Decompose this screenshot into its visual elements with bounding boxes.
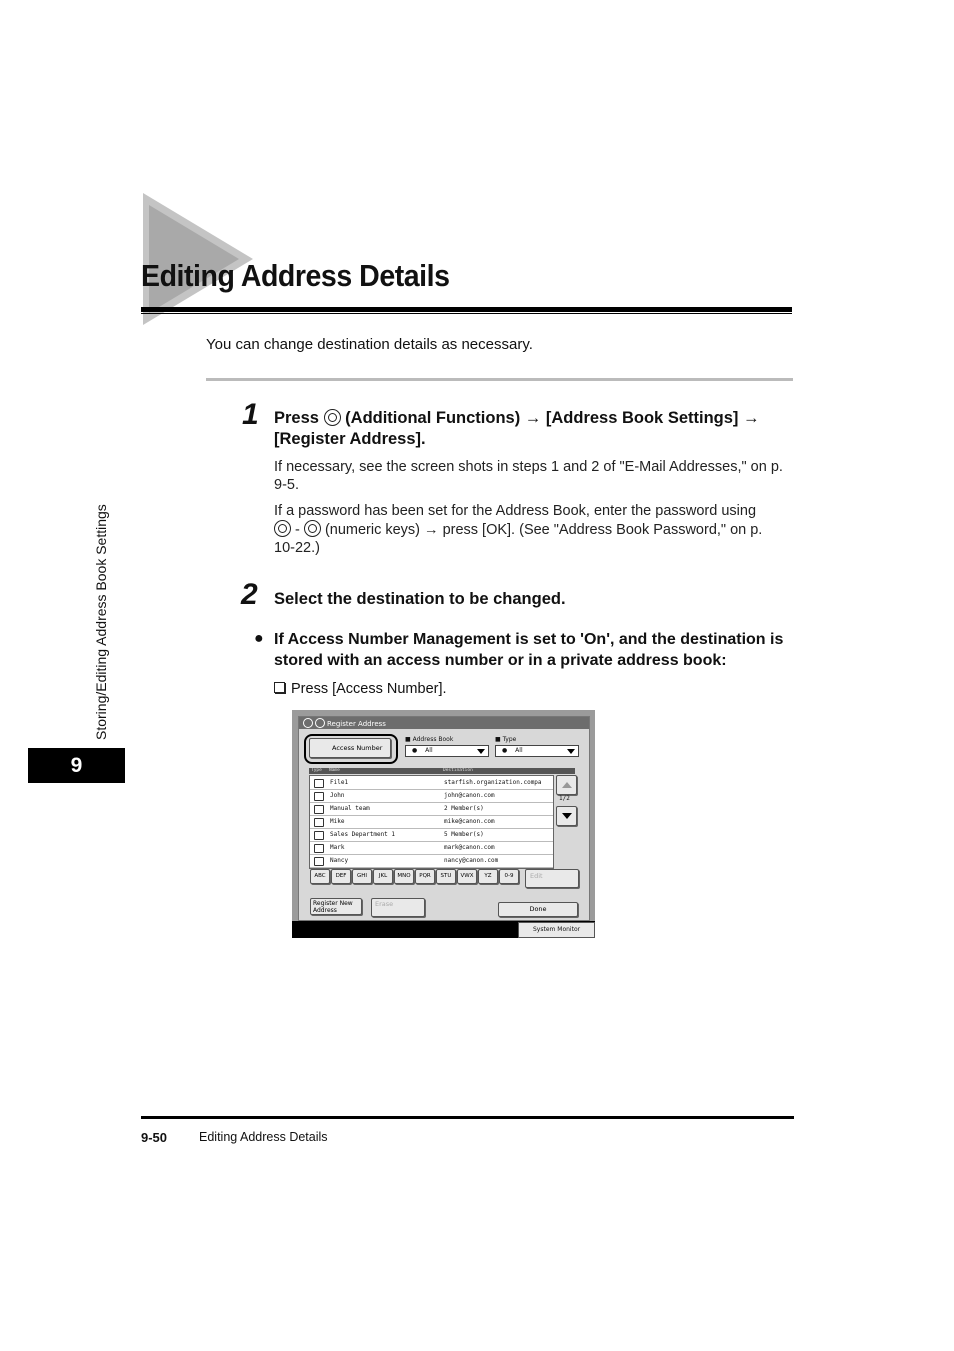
address-book-dropdown[interactable] (405, 745, 489, 757)
index-key[interactable]: GHI (352, 869, 372, 884)
index-key[interactable]: ABC (310, 869, 330, 884)
index-key[interactable]: JKL (373, 869, 393, 884)
bullet-text: If Access Number Management is set to 'On', and the destination is stored with an access number or in a private address book: (274, 631, 784, 669)
index-key[interactable]: VWX (457, 869, 477, 884)
footer-rule (141, 1116, 794, 1119)
destination-address: john@canon.com (444, 792, 495, 799)
index-key[interactable]: YZ (478, 869, 498, 884)
numeric-key-0-icon (274, 520, 291, 537)
destination-name: Nancy (330, 857, 349, 864)
destination-type-icon (314, 818, 324, 827)
step-1-text (274, 408, 804, 450)
col-type: Type (311, 768, 322, 773)
register-new-line1: Register New (313, 900, 353, 907)
done-button[interactable]: Done (498, 902, 578, 917)
checkbox-icon (274, 682, 285, 693)
destination-address: mike@canon.com (444, 818, 495, 825)
index-key[interactable]: STU (436, 869, 456, 884)
destination-type-icon (314, 805, 324, 814)
screen-title-bar (299, 717, 589, 729)
destination-name: Mark (330, 844, 345, 851)
register-new-line2: Address (313, 907, 337, 914)
type-dropdown[interactable] (495, 745, 579, 757)
destination-address: nancy@canon.com (444, 857, 499, 864)
type-value: All (515, 747, 523, 754)
list-item[interactable] (310, 802, 553, 816)
destination-name: Sales Department 1 (330, 831, 396, 838)
destination-address: starfish.organization.compa (444, 779, 542, 786)
destination-name: Manual team (330, 805, 370, 812)
page-indicator: 1/2 (559, 795, 570, 802)
page-title: Editing Address Details (141, 258, 450, 293)
address-book-label-text: Address Book (412, 736, 454, 743)
destination-name: File1 (330, 779, 349, 786)
erase-button[interactable]: Erase (371, 898, 425, 917)
destination-name: John (330, 792, 345, 799)
additional-functions-icon (303, 718, 313, 728)
destination-address: 5 Member(s) (444, 831, 484, 838)
chevron-down-icon (567, 749, 575, 754)
screen-footer (292, 921, 595, 938)
step-1-line2: [Register Address]. (274, 430, 426, 448)
step-1-note-1: If necessary, see the screen shots in steps 1 and 2 of "E-Mail Addresses," on p. 9-5. (274, 459, 783, 493)
screen-title: Register Address (327, 720, 386, 728)
col-destination: Destination (443, 768, 473, 773)
scroll-down-button[interactable] (556, 806, 577, 826)
step-1-note-2-dash: - (295, 522, 300, 538)
index-key[interactable]: DEF (331, 869, 351, 884)
destination-name: Mike (330, 818, 345, 825)
step-2-number: 2 (241, 578, 258, 611)
step-2-text: Select the destination to be changed. (274, 590, 566, 608)
bullet-icon: ● (254, 630, 264, 647)
title-rule-thin (141, 313, 792, 314)
access-number-button[interactable]: Access Number (309, 738, 391, 758)
side-chapter-label: Storing/Editing Address Book Settings (93, 504, 109, 740)
intro-rule (206, 378, 793, 381)
arrow-up-icon (562, 782, 572, 788)
destination-address: mark@canon.com (444, 844, 495, 851)
step-1-press: Press (274, 409, 319, 427)
footer-page-number: 9-50 (141, 1130, 168, 1145)
footer-title: Editing Address Details (199, 1130, 328, 1144)
sub-item-text: Press [Access Number]. (291, 681, 447, 697)
destination-type-icon (314, 792, 324, 801)
step-1-note-2 (274, 502, 784, 557)
scroll-up-button[interactable] (556, 775, 577, 795)
address-book-value: All (425, 747, 433, 754)
chapter-tab: 9 (28, 748, 125, 783)
sub-item (274, 681, 447, 697)
destination-type-icon (314, 831, 324, 840)
step-1-note-2-a: If a password has been set for the Address Book, enter the password using (274, 503, 757, 519)
index-key[interactable]: PQR (415, 869, 435, 884)
index-key[interactable]: MNO (394, 869, 414, 884)
list-item[interactable] (310, 789, 553, 803)
type-radio-icon: ● (502, 747, 508, 754)
additional-functions-key-icon (324, 409, 341, 426)
list-item[interactable] (310, 828, 553, 842)
list-header (309, 768, 575, 774)
list-item[interactable] (310, 815, 553, 829)
index-key[interactable]: 0-9 (499, 869, 519, 884)
destination-type-icon (314, 857, 324, 866)
step-1-line1: (Additional Functions) → [Address Book Settings] → (345, 409, 760, 427)
list-item[interactable] (310, 841, 553, 855)
register-address-screenshot (292, 710, 595, 938)
register-new-address-button[interactable] (310, 898, 362, 915)
step-1-note-2-c: (numeric keys) → press [OK]. (See "Address Book Password," on p. 10-22.) (274, 522, 763, 556)
intro-text: You can change destination details as necessary. (206, 336, 533, 353)
destination-type-icon (314, 844, 324, 853)
address-book-label: ■ Address Book (405, 736, 454, 743)
address-book-radio-icon: ● (412, 747, 418, 754)
list-item[interactable] (310, 776, 553, 790)
type-label-text: Type (502, 736, 517, 743)
edit-button[interactable]: Edit (525, 869, 579, 888)
system-monitor-button[interactable]: System Monitor (518, 922, 595, 938)
arrow-down-icon (562, 813, 572, 819)
title-rule (141, 307, 792, 312)
screen-panel (298, 716, 590, 921)
destination-type-icon (314, 779, 324, 788)
destination-address: 2 Member(s) (444, 805, 484, 812)
col-name: Name (329, 768, 340, 773)
chevron-down-icon (477, 749, 485, 754)
step-1-number: 1 (242, 398, 259, 431)
address-book-icon (315, 718, 325, 728)
list-item[interactable] (310, 854, 553, 868)
destination-list (309, 775, 554, 869)
numeric-key-9-icon (304, 520, 321, 537)
type-label: ■ Type (495, 736, 517, 743)
